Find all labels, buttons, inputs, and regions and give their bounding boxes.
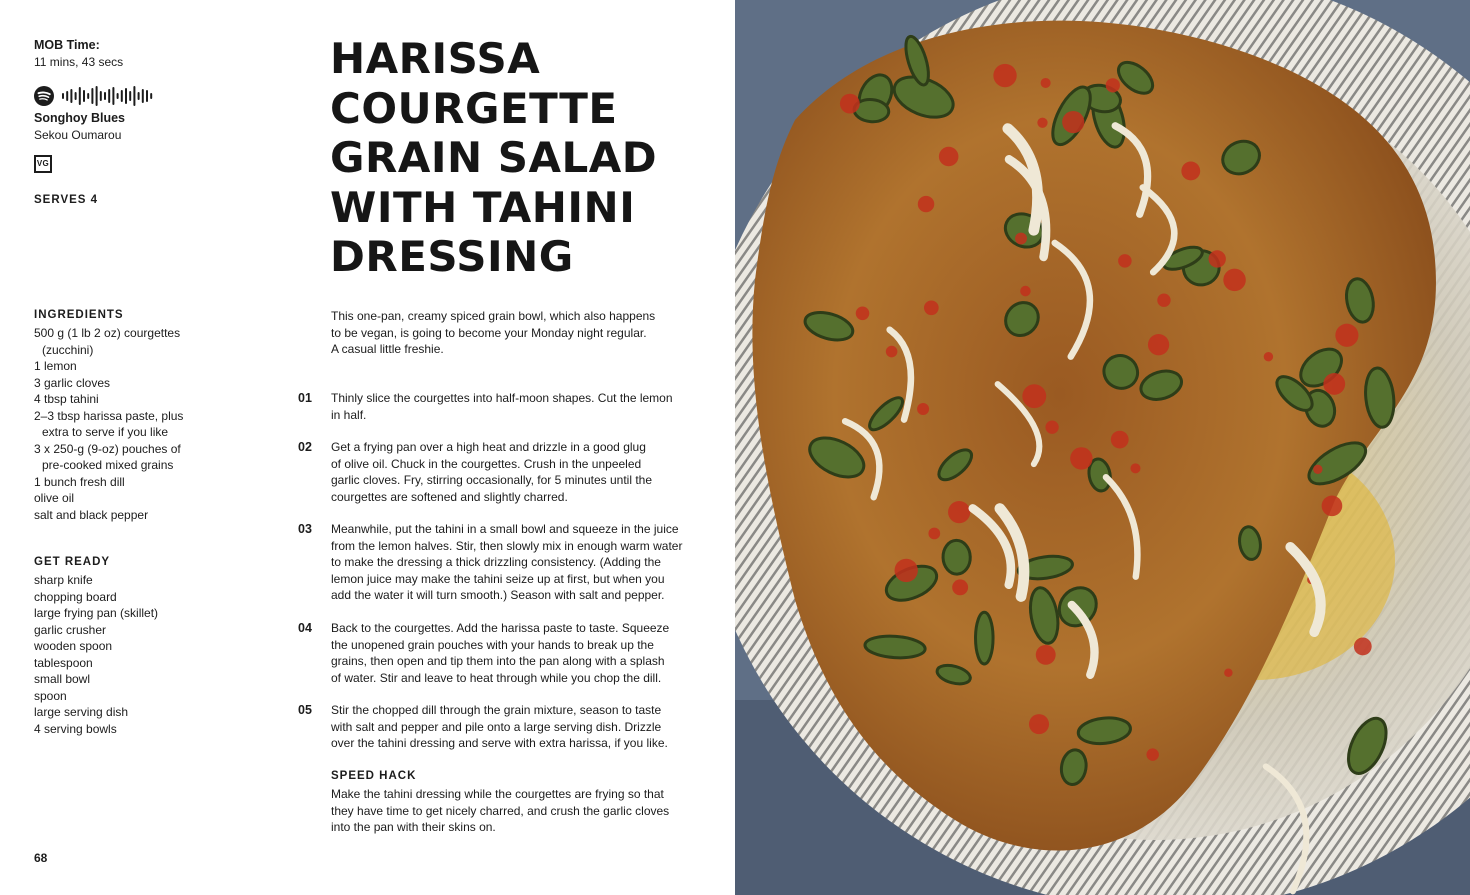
title-line: HARISSA bbox=[330, 34, 541, 83]
song-title: Songhoy Blues bbox=[34, 111, 125, 125]
ingredient-text: 2–3 tbsp harissa paste, plus bbox=[34, 408, 184, 423]
page-number: 68 bbox=[34, 851, 48, 865]
equipment-item: large frying pan (skillet) bbox=[34, 606, 159, 620]
spotify-icon[interactable] bbox=[34, 86, 54, 106]
speed-hack-line: into the pan with their skins on. bbox=[331, 820, 496, 834]
step-line: with salt and pepper and pile onto a large serving dish. Drizzle bbox=[331, 719, 662, 734]
ingredient-item bbox=[34, 490, 234, 507]
intro-line: to be vegan, is going to become your Monday night regular. bbox=[331, 325, 647, 340]
ingredient-text: salt and black pepper bbox=[34, 507, 149, 522]
step-line: garlic cloves. Fry, stirring occasionally, for 5 minutes until the bbox=[331, 473, 653, 487]
speed-hack-text bbox=[331, 786, 681, 836]
step-number: 01 bbox=[298, 391, 312, 405]
method-step-04 bbox=[298, 620, 683, 686]
title-line: WITH TAHINI bbox=[330, 182, 636, 232]
equipment-item: 4 serving bowls bbox=[34, 721, 117, 736]
step-line: in half. bbox=[331, 407, 367, 422]
ingredient-text: 1 bunch fresh dill bbox=[34, 474, 125, 489]
speed-hack-heading: SPEED HACK bbox=[331, 770, 417, 782]
ingredients-list bbox=[34, 325, 234, 523]
method-step-03 bbox=[298, 521, 683, 604]
intro-line: This one-pan, creamy spiced grain bowl, which also happens bbox=[331, 309, 656, 323]
step-line: Back to the courgettes. Add the harissa paste to taste. Squeeze bbox=[331, 621, 670, 635]
get-ready-section bbox=[34, 555, 234, 737]
ingredient-item bbox=[34, 507, 234, 524]
step-line: add the water it will turn smooth.) Season with salt and pepper. bbox=[331, 588, 665, 602]
equipment-item: sharp knife bbox=[34, 573, 93, 587]
step-text bbox=[331, 390, 683, 423]
ingredient-text: 3 garlic cloves bbox=[34, 375, 111, 390]
song-artist: Sekou Oumarou bbox=[34, 128, 122, 142]
step-line: Thinly slice the courgettes into half-moon shapes. Cut the lemon bbox=[331, 391, 673, 405]
step-line: from the lemon halves. Stir, then slowly mix in enough warm water bbox=[331, 538, 683, 553]
ingredient-text: 1 lemon bbox=[34, 359, 77, 373]
speed-hack-line: they have time to get nicely charred, and crush the garlic cloves bbox=[331, 803, 670, 818]
mob-time-value: 11 mins, 43 secs bbox=[34, 55, 124, 69]
ingredient-item bbox=[34, 375, 234, 392]
step-line: to make the dressing a thick drizzling consistency. (Adding the bbox=[331, 555, 661, 569]
ingredient-text: 500 g (1 lb 2 oz) courgettes bbox=[34, 326, 181, 340]
recipe-title bbox=[330, 34, 690, 282]
equipment-item: small bowl bbox=[34, 672, 91, 686]
step-number: 03 bbox=[298, 522, 312, 536]
step-number: 05 bbox=[298, 703, 312, 717]
speed-hack bbox=[331, 769, 681, 836]
step-line: of water. Stir and leave to heat through while you chop the dill. bbox=[331, 670, 662, 685]
step-text bbox=[331, 702, 683, 752]
ingredient-text: 3 x 250-g (9-oz) pouches of bbox=[34, 441, 181, 456]
title-line: GRAIN SALAD bbox=[330, 133, 658, 182]
vegan-badge: VG bbox=[34, 155, 52, 173]
equipment-item: wooden spoon bbox=[34, 639, 113, 653]
step-text bbox=[331, 439, 683, 505]
step-line: lemon juice may make the tahini seize up at first, but when you bbox=[331, 571, 665, 586]
step-line: grains, then open and tip them into the pan along with a splash bbox=[331, 654, 665, 668]
mob-time-label: MOB Time: bbox=[34, 38, 100, 52]
title-line: DRESSING bbox=[330, 232, 574, 281]
ingredients-heading: INGREDIENTS bbox=[34, 309, 124, 321]
ingredient-item bbox=[34, 391, 234, 408]
ingredient-item bbox=[34, 358, 234, 375]
step-line: courgettes are softened and slightly charred. bbox=[331, 489, 568, 504]
equipment-item: large serving dish bbox=[34, 705, 129, 719]
step-text bbox=[331, 620, 683, 686]
step-line: over the tahini dressing and serve with extra harissa, if you like. bbox=[331, 736, 668, 750]
ingredients-section bbox=[34, 308, 234, 523]
step-line: Stir the chopped dill through the grain mixture, season to taste bbox=[331, 703, 662, 717]
ingredient-text: olive oil bbox=[34, 491, 75, 505]
method-step-01 bbox=[298, 390, 683, 423]
method-step-02 bbox=[298, 439, 683, 505]
recipe-intro bbox=[331, 308, 676, 358]
get-ready-list bbox=[34, 572, 234, 737]
intro-line: A casual little freshie. bbox=[331, 342, 444, 356]
ingredient-continuation: pre-cooked mixed grains bbox=[42, 458, 174, 472]
ingredient-continuation: extra to serve if you like bbox=[42, 425, 169, 439]
ingredient-item bbox=[34, 325, 234, 358]
step-number: 04 bbox=[298, 621, 312, 635]
step-text bbox=[331, 521, 683, 604]
step-line: Meanwhile, put the tahini in a small bowl and squeeze in the juice bbox=[331, 522, 679, 536]
step-line: Get a frying pan over a high heat and drizzle in a good glug bbox=[331, 440, 646, 454]
ingredient-item bbox=[34, 441, 234, 474]
food-photo bbox=[735, 0, 1470, 895]
equipment-item: tablespoon bbox=[34, 655, 93, 670]
speed-hack-line: Make the tahini dressing while the courgettes are frying so that bbox=[331, 787, 664, 801]
serves-label: SERVES 4 bbox=[34, 194, 99, 206]
ingredient-text: 4 tbsp tahini bbox=[34, 392, 99, 406]
ingredient-item bbox=[34, 408, 234, 441]
ingredient-item bbox=[34, 474, 234, 491]
spotify-code-icon[interactable] bbox=[60, 86, 154, 106]
equipment-item: chopping board bbox=[34, 589, 117, 604]
equipment-item: garlic crusher bbox=[34, 622, 107, 637]
title-line: COURGETTE bbox=[330, 83, 618, 133]
step-number: 02 bbox=[298, 440, 312, 454]
step-line: the unopened grain pouches with your hands to break up the bbox=[331, 637, 654, 652]
equipment-item: spoon bbox=[34, 688, 67, 703]
step-line: of olive oil. Chuck in the courgettes. Crush in the unpeeled bbox=[331, 456, 642, 471]
method-step-05 bbox=[298, 702, 683, 752]
get-ready-heading: GET READY bbox=[34, 556, 111, 568]
ingredient-continuation: (zucchini) bbox=[42, 342, 94, 357]
